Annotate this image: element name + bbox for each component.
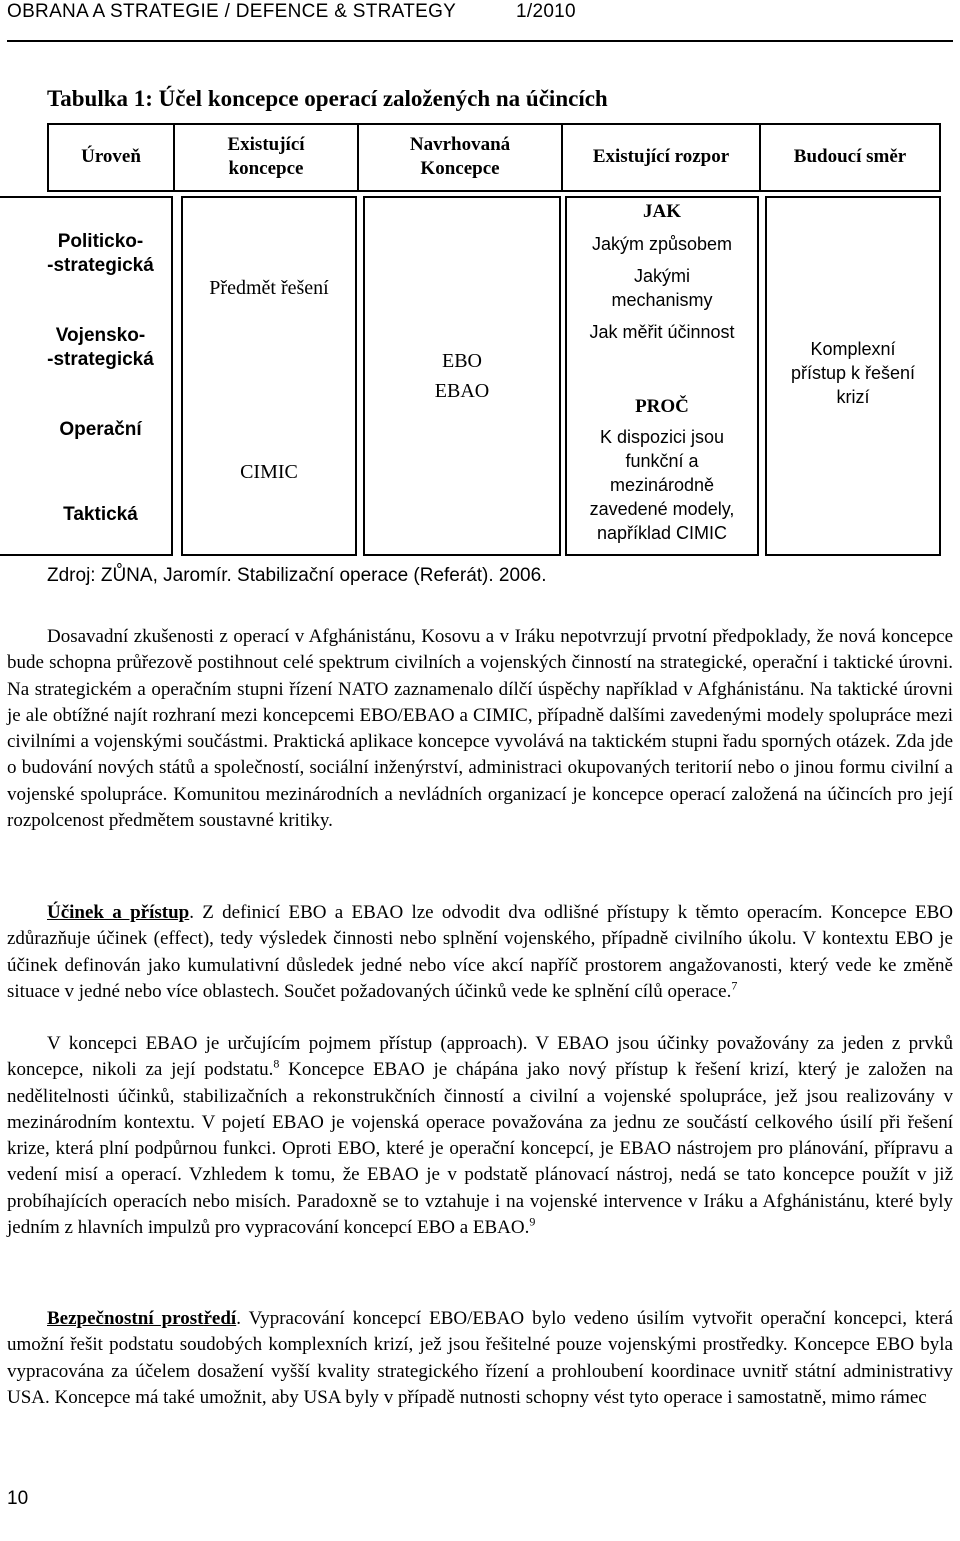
paragraph-1 [7, 624, 953, 834]
level-line: -strategická [47, 349, 154, 370]
column-header [359, 133, 561, 181]
table-border [0, 196, 173, 198]
table-border [939, 123, 941, 192]
proposed-concepts [365, 346, 559, 406]
table-border [171, 196, 173, 556]
table-border [355, 196, 357, 556]
level-line: Politicko- [57, 231, 144, 252]
concept-table [0, 0, 960, 600]
jak-title: JAK [643, 201, 681, 222]
header-line: Navrhovaná [409, 134, 511, 155]
paragraph-text: Dosavadní zkušenosti z operací v Afghánistánu, Kosovu a v Iráku nepotvrzují prvotní předpoklady, že nová koncepce bude schopna průřezově postihnout celé spektrum civilních a vojenských činností na strategické, operační i taktické úrovni. Na strategickém a operačním stupni řízení NATO zaznamenalo dílčí úspěchy například v Afghánistánu. Na taktické úrovni je ale obtížné najít rozhraní mezi koncepcemi EBO/EBAO a CIMIC, případně dalšími zavedenými modely spolupráce mezi civilními a vojenskými součástmi. Praktická aplikace koncepce vyvolává na taktickém stupni řadu sporných otázek. Zda jde o budování nových států a společností, sociální inženýrství, administraci okupovaných teritorií nebo o jinou formu civilní a vojenské spolupráce. Komunitou mezinárodních a nevládních organizací je koncepce operací založená na účincích pro její rozpolcenost předmětem soustavné kritiky. [7, 626, 953, 832]
table-border [559, 196, 561, 556]
existing-lower: CIMIC [240, 461, 298, 483]
column-header: Budoucí směr [793, 146, 907, 167]
issue-number: 1/2010 [516, 1, 576, 22]
table-border [181, 196, 357, 198]
column-header [175, 133, 357, 181]
paragraph-4 [7, 1306, 953, 1411]
paragraph-text: Koncepce EBAO je chápána jako nový přístup k řešení krizí, který je založen na nedělitelnosti účinků, stabilizačních a rekonstrukčních činností a civilní a vojenské spolupráce, jež jsou realizovány v mezinárodním kontextu. V pojetí EBAO je vojenská operace považována za jednu ze součástí celkového úsilí při řešení krize, která plní podpůrnou funkci. Oproti EBO, které je operační koncepcí, je EBAO nástrojem pro plánování, přípravu a vedení misí a operací. Vzhledem k tomu, že EBAO je v podstatě plánovací nástroj, nedá se tato koncepce použít v již probíhajících operacích nebo misích. Paradoxně se to vztahuje i na vojenské intervence v Iráku a Afghánistánu, které byly jedním z hlavních impulzů pro vypracování koncepcí EBO a EBAO. [7, 1059, 953, 1239]
future-line: Komplexní [810, 339, 896, 359]
proc-item: K dispozici jsou [599, 427, 725, 447]
table-caption: Tabulka 1: Účel koncepce operací založených na účincích [47, 86, 608, 111]
table-border [565, 554, 759, 556]
level-line: Vojensko- [55, 325, 146, 346]
jak-item: mechanismy [611, 290, 713, 310]
table-border [939, 196, 941, 556]
header-line: koncepce [228, 158, 304, 179]
header-line: Existující [227, 134, 305, 155]
proc-item: zavedené modely, [589, 499, 735, 519]
jak-item: Jakými [633, 266, 690, 286]
table-border [363, 196, 561, 198]
future-line: přístup k řešení [790, 363, 916, 383]
level-label: Operační [59, 419, 142, 440]
proposed-item: EBO [442, 350, 482, 372]
table-border [47, 190, 941, 192]
proc-item: mezinárodně [609, 475, 715, 495]
level-label [30, 324, 171, 372]
table-border [765, 196, 941, 198]
level-label: Taktická [63, 504, 138, 525]
conflict-proc [567, 395, 757, 545]
level-label [30, 230, 171, 278]
paragraph-2 [7, 900, 953, 1005]
proc-title: PROČ [635, 396, 689, 417]
table-source: Zdroj: ZŮNA, Jaromír. Stabilizační operace (Referát). 2006. [47, 565, 547, 586]
paragraph-text: . Z definicí EBO a EBAO lze odvodit dva odlišné přístupy k těmto operacím. Koncepce EBO zdůrazňuje účinek (effect), tedy výsledek činnosti nebo splnění vojenského, případně civilního úkolu. V kontextu EBO je účinek definován jako kumulativní důsledek jedné nebo více akcí napříč prostorem angažovanosti, který vede ke změně situace v jedné nebo více oblastech. Součet požadovaných účinků vede ke splnění cílů operace. [7, 902, 954, 1002]
table-border [565, 196, 759, 198]
proc-item: například CIMIC [596, 523, 728, 543]
column-header: Úroveň [81, 146, 141, 167]
column-header: Existující rozpor [592, 146, 730, 167]
paragraph-heading: Bezpečnostní prostředí [47, 1308, 237, 1329]
existing-upper: Předmět řešení [209, 277, 329, 299]
paragraph-3 [7, 1031, 953, 1241]
page-number: 10 [7, 1488, 29, 1509]
footnote-ref: 9 [529, 1214, 536, 1229]
proc-item: funkční a [625, 451, 699, 471]
table-border [765, 554, 941, 556]
table-border [181, 196, 183, 556]
table-border [0, 554, 173, 556]
paragraph-text: . Vypracování koncepcí EBO/EBAO bylo vedeno úsilím vytvořit operační koncepci, která umožní řešit podstatu soudobých komplexních krizí, jež jsou řešitelné pouze vojenskými prostředky. Koncepce EBO byla vypracována za účelem dosažení vyšší kvality strategického řízení a prohloubení koordinace uvnitř státní administrativy USA. Koncepce má také umožnit, aby USA byly v případě nutnosti schopny vést tyto operace i samostatně, mimo rámec [7, 1308, 954, 1408]
future-direction [767, 337, 939, 409]
jak-item: Jakým způsobem [591, 234, 733, 254]
table-border [181, 554, 357, 556]
table-border [47, 123, 941, 125]
footnote-ref: 8 [273, 1056, 280, 1071]
journal-title: OBRANA A STRATEGIE / DEFENCE & STRATEGY [7, 1, 457, 22]
level-line: -strategická [47, 255, 154, 276]
future-line: krizí [836, 387, 870, 407]
table-border [363, 554, 561, 556]
footnote-ref: 7 [731, 978, 738, 993]
conflict-jak [567, 200, 757, 344]
proposed-item: EBAO [434, 380, 490, 402]
jak-item: Jak měřit účinnost [589, 322, 735, 342]
paragraph-text: V koncepci EBAO je určujícím pojmem přístup (approach). V EBAO jsou účinky považovány za jeden z prvků koncepce, nikoli za její podstatu. [7, 1033, 953, 1081]
paragraph-heading: Účinek a přístup [47, 902, 190, 923]
table-border [757, 196, 759, 556]
header-line: Koncepce [420, 158, 500, 179]
